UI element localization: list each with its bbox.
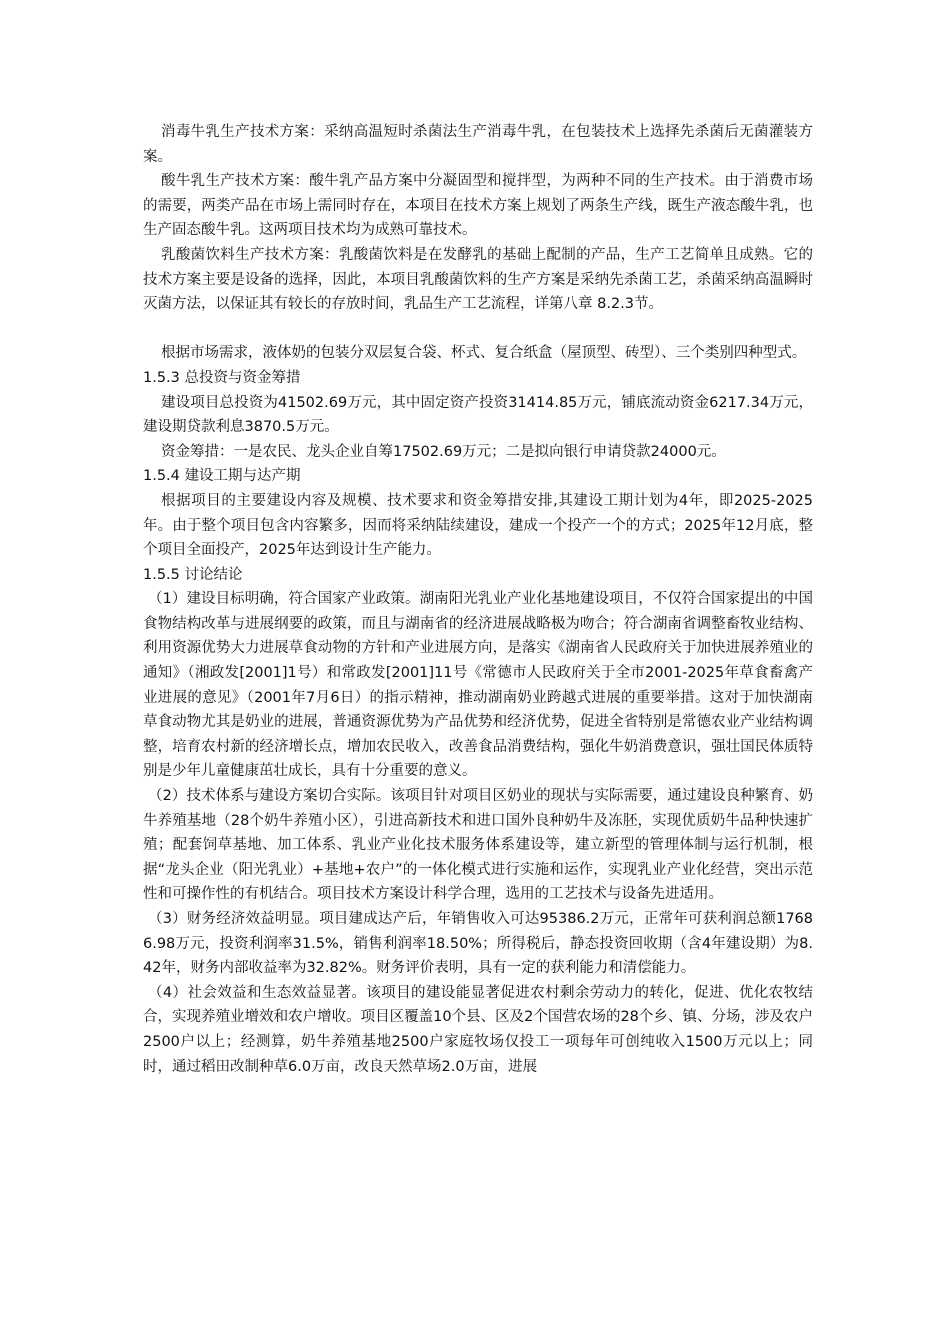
paragraph-yogurt: 酸牛乳生产技术方案：酸牛乳产品方案中分凝固型和搅拌型，为两种不同的生产技术。由于消费市场的需要，两类产品在市场上需同时存在，本项目在技术方案上规划了两条生产线，既生产液态酸牛乳，也生产固态酸牛乳。这两项目技术均为成熟可靠技术。 (143, 173, 813, 239)
paragraph-total-investment: 建设项目总投资为41502.69万元，其中固定资产投资31414.85万元，铺底流动资金6217.34万元，建设期贷款利息3870.5万元。 (143, 394, 813, 436)
paragraph-fund-raising: 资金筹措：一是农民、龙头企业自筹17502.69万元；二是拟向银行申请贷款24000元。 (161, 443, 726, 460)
paragraph-sterilized-milk: 消毒牛乳生产技术方案：采纳高温短时杀菌法生产消毒牛乳，在包装技术上选择先杀菌后无菌灌装方案。 (143, 124, 813, 165)
conclusion-item-4: （4）社会效益和生态效益显著。该项目的建设能显著促进农村剩余劳动力的转化，促进、优化农牧结合，实现养殖业增效和农户增收。项目区覆盖10个县、区及2个国营农场的28个乡、镇、分场，涉及农户2500户以上；经测算，奶牛养殖基地2500户家庭牧场仅投工一项每年可创纯收入1500万元以上；同时，通过稻田改制种草6.0万亩，改良天然草场2.0万亩，进展 (143, 984, 813, 1075)
conclusion-item-2: （2）技术体系与建设方案切合实际。该项目针对项目区奶业的现状与实际需要，通过建设良种繁育、奶牛养殖基地（28个奶牛养殖小区），引进高新技术和进口国外良种奶牛及冻胚，实现优质奶牛品种快速扩殖；配套饲草基地、加工体系、乳业产业化技术服务体系建设等，建立新型的管理体制与运行机制，根据“龙头企业（阳光乳业）+基地+农户”的一体化模式进行实施和运作，实现乳业产业化经营，突出示范性和可操作性的有机结合。项目技术方案设计科学合理，选用的工艺技术与设备先进适用。 (143, 788, 813, 903)
conclusion-item-3: （3）财务经济效益明显。项目建成达产后，年销售收入可达95386.2万元，正常年可获利润总额17686.98万元，投资利润率31.5%，销售利润率18.50%；所得税后，静态投资回收期（含4年建设期）为8.42年，财务内部收益率为32.82%。财务评价表明，具有一定的获利能力和清偿能力。 (143, 911, 813, 977)
section-heading-1-5-3: 1.5.3 总投资与资金筹措 (143, 369, 301, 386)
paragraph-lactic-drink: 乳酸菌饮料生产技术方案：乳酸菌饮料是在发酵乳的基础上配制的产品，生产工艺简单且成熟。它的技术方案主要是设备的选择，因此，本项目乳酸菌饮料的生产方案是采纳先杀菌工艺，杀菌采纳高温瞬时灭菌方法，以保证其有较长的存放时间，乳品生产工艺流程，详第八章 8.2.3节。 (143, 246, 813, 313)
section-heading-1-5-5: 1.5.5 讨论结论 (143, 566, 243, 583)
conclusion-item-1: （1）建设目标明确，符合国家产业政策。湖南阳光乳业产业化基地建设项目，不仅符合国家提出的中国食物结构改革与进展纲要的政策，而且与湖南省的经济进展战略极为吻合；符合湖南省调整畜牧业结构、利用资源优势大力进展草食动物的方针和产业进展方向，是落实《湖南省人民政府关于加快进展养殖业的通知》（湘政发[2001]1号）和常政发[2001]11号《常德市人民政府关于全市2001-2025年草食畜禽产业进展的意见》（2001年7月6日）的指示精神，推动湖南奶业跨越式进展的重要举措。这对于加快湖南草食动物尤其是奶业的进展，普通资源优势为产品优势和经济优势，促进全省特别是常德农业产业结构调整，培育农村新的经济增长点，增加农民收入，改善食品消费结构，强化牛奶消费意识，强壮国民体质特别是少年儿童健康茁壮成长，具有十分重要的意义。 (143, 591, 813, 780)
section-heading-1-5-4: 1.5.4 建设工期与达产期 (143, 468, 301, 485)
paragraph-construction-period: 根据项目的主要建设内容及规模、技术要求和资金筹措安排,其建设工期计划为4年，即2025-2025年。由于整个项目包含内容繁多，因而将采纳陆续建设，建成一个投产一个的方式；2025年12月底，整个项目全面投产，2025年达到设计生产能力。 (143, 492, 813, 559)
blank-line (143, 317, 813, 342)
paragraph-packaging: 根据市场需求，液体奶的包装分双层复合袋、杯式、复合纸盒（屋顶型、砖型）、三个类别四种型式。 (161, 345, 807, 362)
document-page (143, 120, 813, 1079)
